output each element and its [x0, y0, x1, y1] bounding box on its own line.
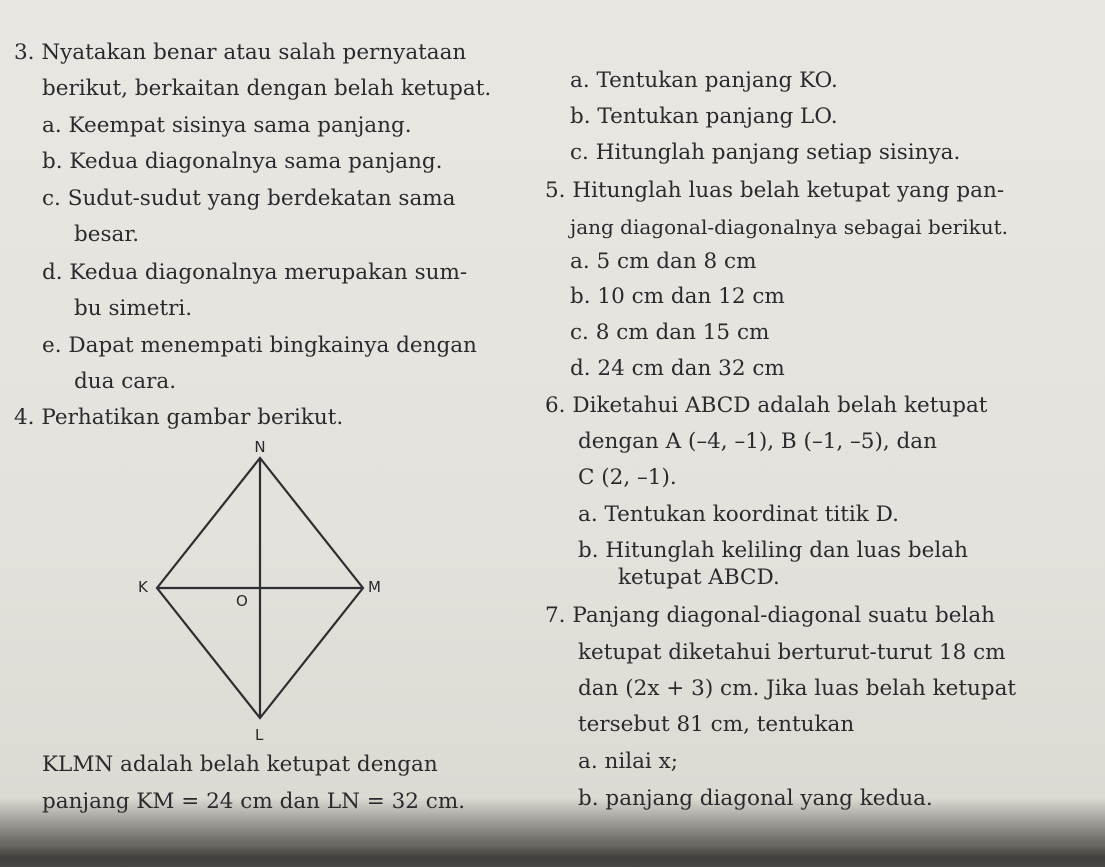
- rhombus-diagram: [110, 428, 410, 748]
- q4-line-2: KLMN adalah belah ketupat dengan: [42, 752, 438, 777]
- q4-line-3: panjang KM = 24 cm dan LN = 32 cm.: [42, 789, 466, 814]
- label-k: K: [138, 578, 148, 596]
- q6-item-a: a. Tentukan koordinat titik D.: [578, 502, 899, 527]
- q3-item-e-line-2: dua cara.: [74, 369, 177, 394]
- q5-item-d: d. 24 cm dan 32 cm: [570, 356, 785, 381]
- q5-item-a: a. 5 cm dan 8 cm: [570, 249, 757, 274]
- q7-item-a: a. nilai x;: [578, 749, 678, 774]
- q7-item-b: b. panjang diagonal yang kedua.: [578, 786, 933, 811]
- q7-line-2: ketupat diketahui berturut-turut 18 cm: [578, 640, 1006, 665]
- q7-line-3: dan (2x + 3) cm. Jika luas belah ketupat: [578, 676, 1017, 701]
- label-o: O: [236, 592, 248, 610]
- label-n: N: [254, 438, 266, 456]
- q6-item-b-line-1: b. Hitunglah keliling dan luas belah: [578, 538, 968, 563]
- q5-line-1: 5. Hitunglah luas belah ketupat yang pan-: [545, 178, 1005, 203]
- q3-item-d-line-1: d. Kedua diagonalnya merupakan sum-: [42, 260, 468, 285]
- q3-item-e-line-1: e. Dapat menempati bingkainya dengan: [42, 333, 477, 358]
- q4-line-1: 4. Perhatikan gambar berikut.: [14, 405, 344, 430]
- q6-line-3: C (2, –1).: [578, 465, 677, 490]
- q6-line-2: dengan A (–4, –1), B (–1, –5), dan: [578, 429, 937, 454]
- q3-item-d-line-2: bu simetri.: [74, 296, 193, 321]
- q3-item-c-line-2: besar.: [74, 222, 140, 247]
- q3-item-c-line-1: c. Sudut-sudut yang berdekatan sama: [42, 186, 456, 211]
- label-l: L: [255, 726, 264, 744]
- q3-item-a: a. Keempat sisinya sama panjang.: [42, 113, 412, 138]
- label-m: M: [368, 578, 381, 596]
- q4-item-b: b. Tentukan panjang LO.: [570, 104, 838, 129]
- q4-item-c: c. Hitunglah panjang setiap sisinya.: [570, 140, 961, 165]
- q6-item-b-line-2: ketupat ABCD.: [618, 565, 780, 590]
- q5-item-c: c. 8 cm dan 15 cm: [570, 320, 770, 345]
- q3-line-2: berikut, berkaitan dengan belah ketupat.: [42, 76, 492, 101]
- q3-item-b: b. Kedua diagonalnya sama panjang.: [42, 149, 443, 174]
- q4-item-a: a. Tentukan panjang KO.: [570, 68, 838, 93]
- q5-line-2: jang diagonal-diagonalnya sebagai berikut.: [570, 215, 1009, 239]
- q7-line-1: 7. Panjang diagonal-diagonal suatu belah: [545, 603, 995, 628]
- page-bottom-shadow: [0, 845, 1105, 867]
- q6-line-1: 6. Diketahui ABCD adalah belah ketupat: [545, 393, 988, 418]
- q3-line-1: 3. Nyatakan benar atau salah pernyataan: [14, 40, 467, 65]
- q7-line-4: tersebut 81 cm, tentukan: [578, 712, 855, 737]
- q5-item-b: b. 10 cm dan 12 cm: [570, 284, 785, 309]
